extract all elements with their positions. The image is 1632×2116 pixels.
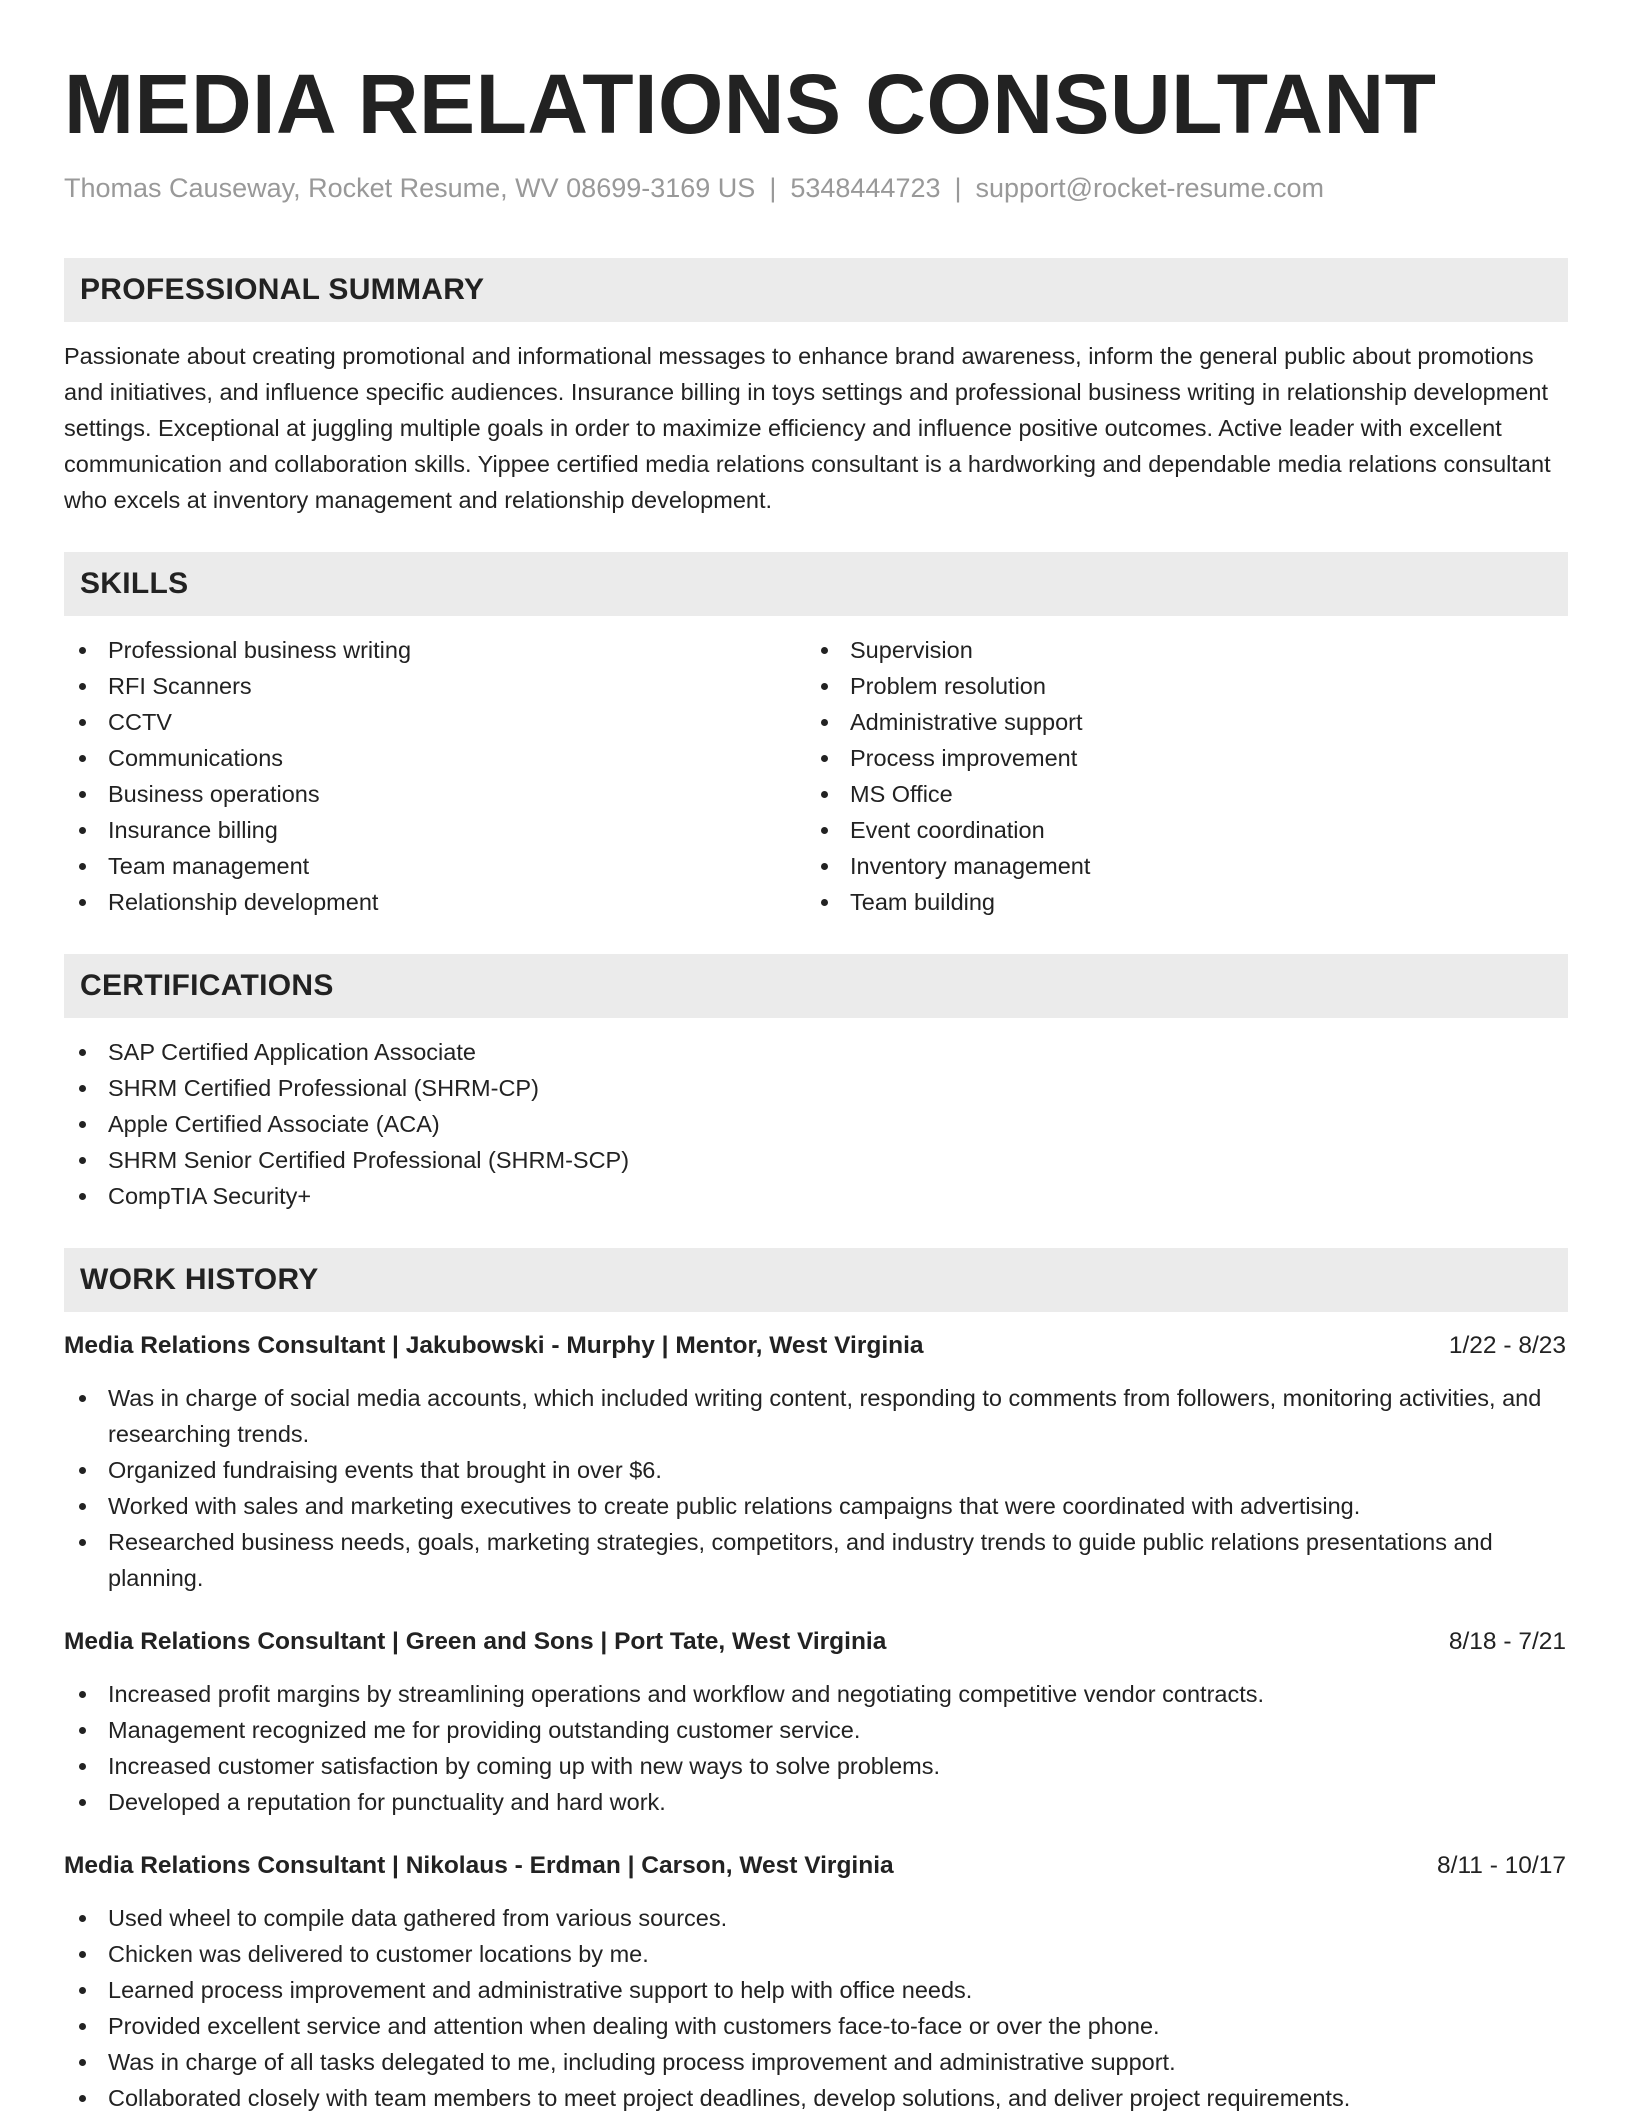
skills-columns	[64, 632, 1568, 920]
job-title: Media Relations Consultant | Nikolaus - Erdman | Carson, West Virginia	[64, 1852, 894, 1879]
job-title: Media Relations Consultant | Green and Sons | Port Tate, West Virginia	[64, 1628, 887, 1655]
job-header	[64, 1328, 1568, 1364]
job-bullet: Increased profit margins by streamlining operations and workflow and negotiating competitive vendor contracts.	[64, 1676, 1568, 1712]
job-bullet: Provided excellent service and attention when dealing with customers face-to-face or over the phone.	[64, 2008, 1568, 2044]
section-header-work-history: WORK HISTORY	[64, 1248, 1568, 1312]
skill-item: Relationship development	[64, 884, 806, 920]
skill-item: MS Office	[806, 776, 1548, 812]
skills-list-left	[64, 632, 806, 920]
skill-item: RFI Scanners	[64, 668, 806, 704]
skills-list-right	[806, 632, 1548, 920]
contact-email[interactable]: support@rocket-resume.com	[975, 173, 1325, 203]
section-header-certifications: CERTIFICATIONS	[64, 954, 1568, 1018]
skill-item: Professional business writing	[64, 632, 806, 668]
job-bullets	[64, 1380, 1568, 1596]
skill-item: Team building	[806, 884, 1548, 920]
contact-line	[64, 170, 1568, 206]
job-bullet: Management recognized me for providing outstanding customer service.	[64, 1712, 1568, 1748]
certifications-list	[64, 1034, 1568, 1214]
certification-item: SHRM Certified Professional (SHRM-CP)	[64, 1070, 1568, 1106]
skill-item: Problem resolution	[806, 668, 1548, 704]
contact-address: Thomas Causeway, Rocket Resume, WV 08699-3169 US	[64, 173, 756, 203]
certification-item: SHRM Senior Certified Professional (SHRM-SCP)	[64, 1142, 1568, 1178]
job-bullets	[64, 1676, 1568, 1820]
skill-item: Process improvement	[806, 740, 1548, 776]
section-header-summary: PROFESSIONAL SUMMARY	[64, 258, 1568, 322]
summary-text: Passionate about creating promotional and informational messages to enhance brand awareness, inform the general public about promotions and initiatives, and influence specific audiences. Insurance billing in toys settings and professional business writing in relationship development settings. Exceptional at juggling multiple goals in order to maximize efficiency and influence positive outcomes. Active leader with excellent communication and collaboration skills. Yippee certified media relations consultant is a hardworking and dependable media relations consultant who excels at inventory management and relationship development.	[64, 343, 1551, 513]
job-dates: 1/22 - 8/23	[1448, 1332, 1566, 1359]
job-title: Media Relations Consultant | Jakubowski - Murphy | Mentor, West Virginia	[64, 1332, 924, 1359]
skill-item: CCTV	[64, 704, 806, 740]
job-bullet: Learned process improvement and administrative support to help with office needs.	[64, 1972, 1568, 2008]
skill-item: Event coordination	[806, 812, 1548, 848]
skill-item: Business operations	[64, 776, 806, 812]
job-bullet: Used wheel to compile data gathered from various sources.	[64, 1900, 1568, 1936]
job-dates: 8/11 - 10/17	[1437, 1852, 1566, 1879]
resume-title: MEDIA RELATIONS CONSULTANT	[64, 57, 1437, 151]
contact-separator: |	[769, 173, 777, 203]
skill-item: Inventory management	[806, 848, 1548, 884]
skill-item: Insurance billing	[64, 812, 806, 848]
contact-separator: |	[954, 173, 962, 203]
job-bullet: Increased customer satisfaction by coming up with new ways to solve problems.	[64, 1748, 1568, 1784]
contact-phone: 5348444723	[790, 173, 941, 203]
job-header	[64, 1624, 1568, 1660]
job-entry	[64, 1624, 1568, 1820]
job-entry	[64, 1328, 1568, 1596]
job-entry	[64, 1848, 1568, 2116]
certification-item: CompTIA Security+	[64, 1178, 1568, 1214]
job-bullet: Researched business needs, goals, marketing strategies, competitors, and industry trends to guide public relations presentations and planning.	[64, 1524, 1568, 1596]
job-bullet: Chicken was delivered to customer locations by me.	[64, 1936, 1568, 1972]
job-dates: 8/18 - 7/21	[1448, 1628, 1566, 1655]
job-bullet: Organized fundraising events that brought in over $6.	[64, 1452, 1568, 1488]
job-bullet: Was in charge of all tasks delegated to me, including process improvement and administrative support.	[64, 2044, 1568, 2080]
certification-item: Apple Certified Associate (ACA)	[64, 1106, 1568, 1142]
certification-item: SAP Certified Application Associate	[64, 1034, 1568, 1070]
job-bullet: Was in charge of social media accounts, which included writing content, responding to comments from followers, monitoring activities, and researching trends.	[64, 1380, 1568, 1452]
job-bullet: Developed a reputation for punctuality and hard work.	[64, 1784, 1568, 1820]
skill-item: Supervision	[806, 632, 1548, 668]
job-bullets	[64, 1900, 1568, 2116]
section-header-skills: SKILLS	[64, 552, 1568, 616]
skill-item: Team management	[64, 848, 806, 884]
skill-item: Administrative support	[806, 704, 1548, 740]
resume-page	[64, 0, 1568, 2116]
skill-item: Communications	[64, 740, 806, 776]
job-bullet: Worked with sales and marketing executives to create public relations campaigns that were coordinated with advertising.	[64, 1488, 1568, 1524]
job-bullet: Collaborated closely with team members to meet project deadlines, develop solutions, and deliver project requirements.	[64, 2080, 1568, 2116]
job-header	[64, 1848, 1568, 1884]
